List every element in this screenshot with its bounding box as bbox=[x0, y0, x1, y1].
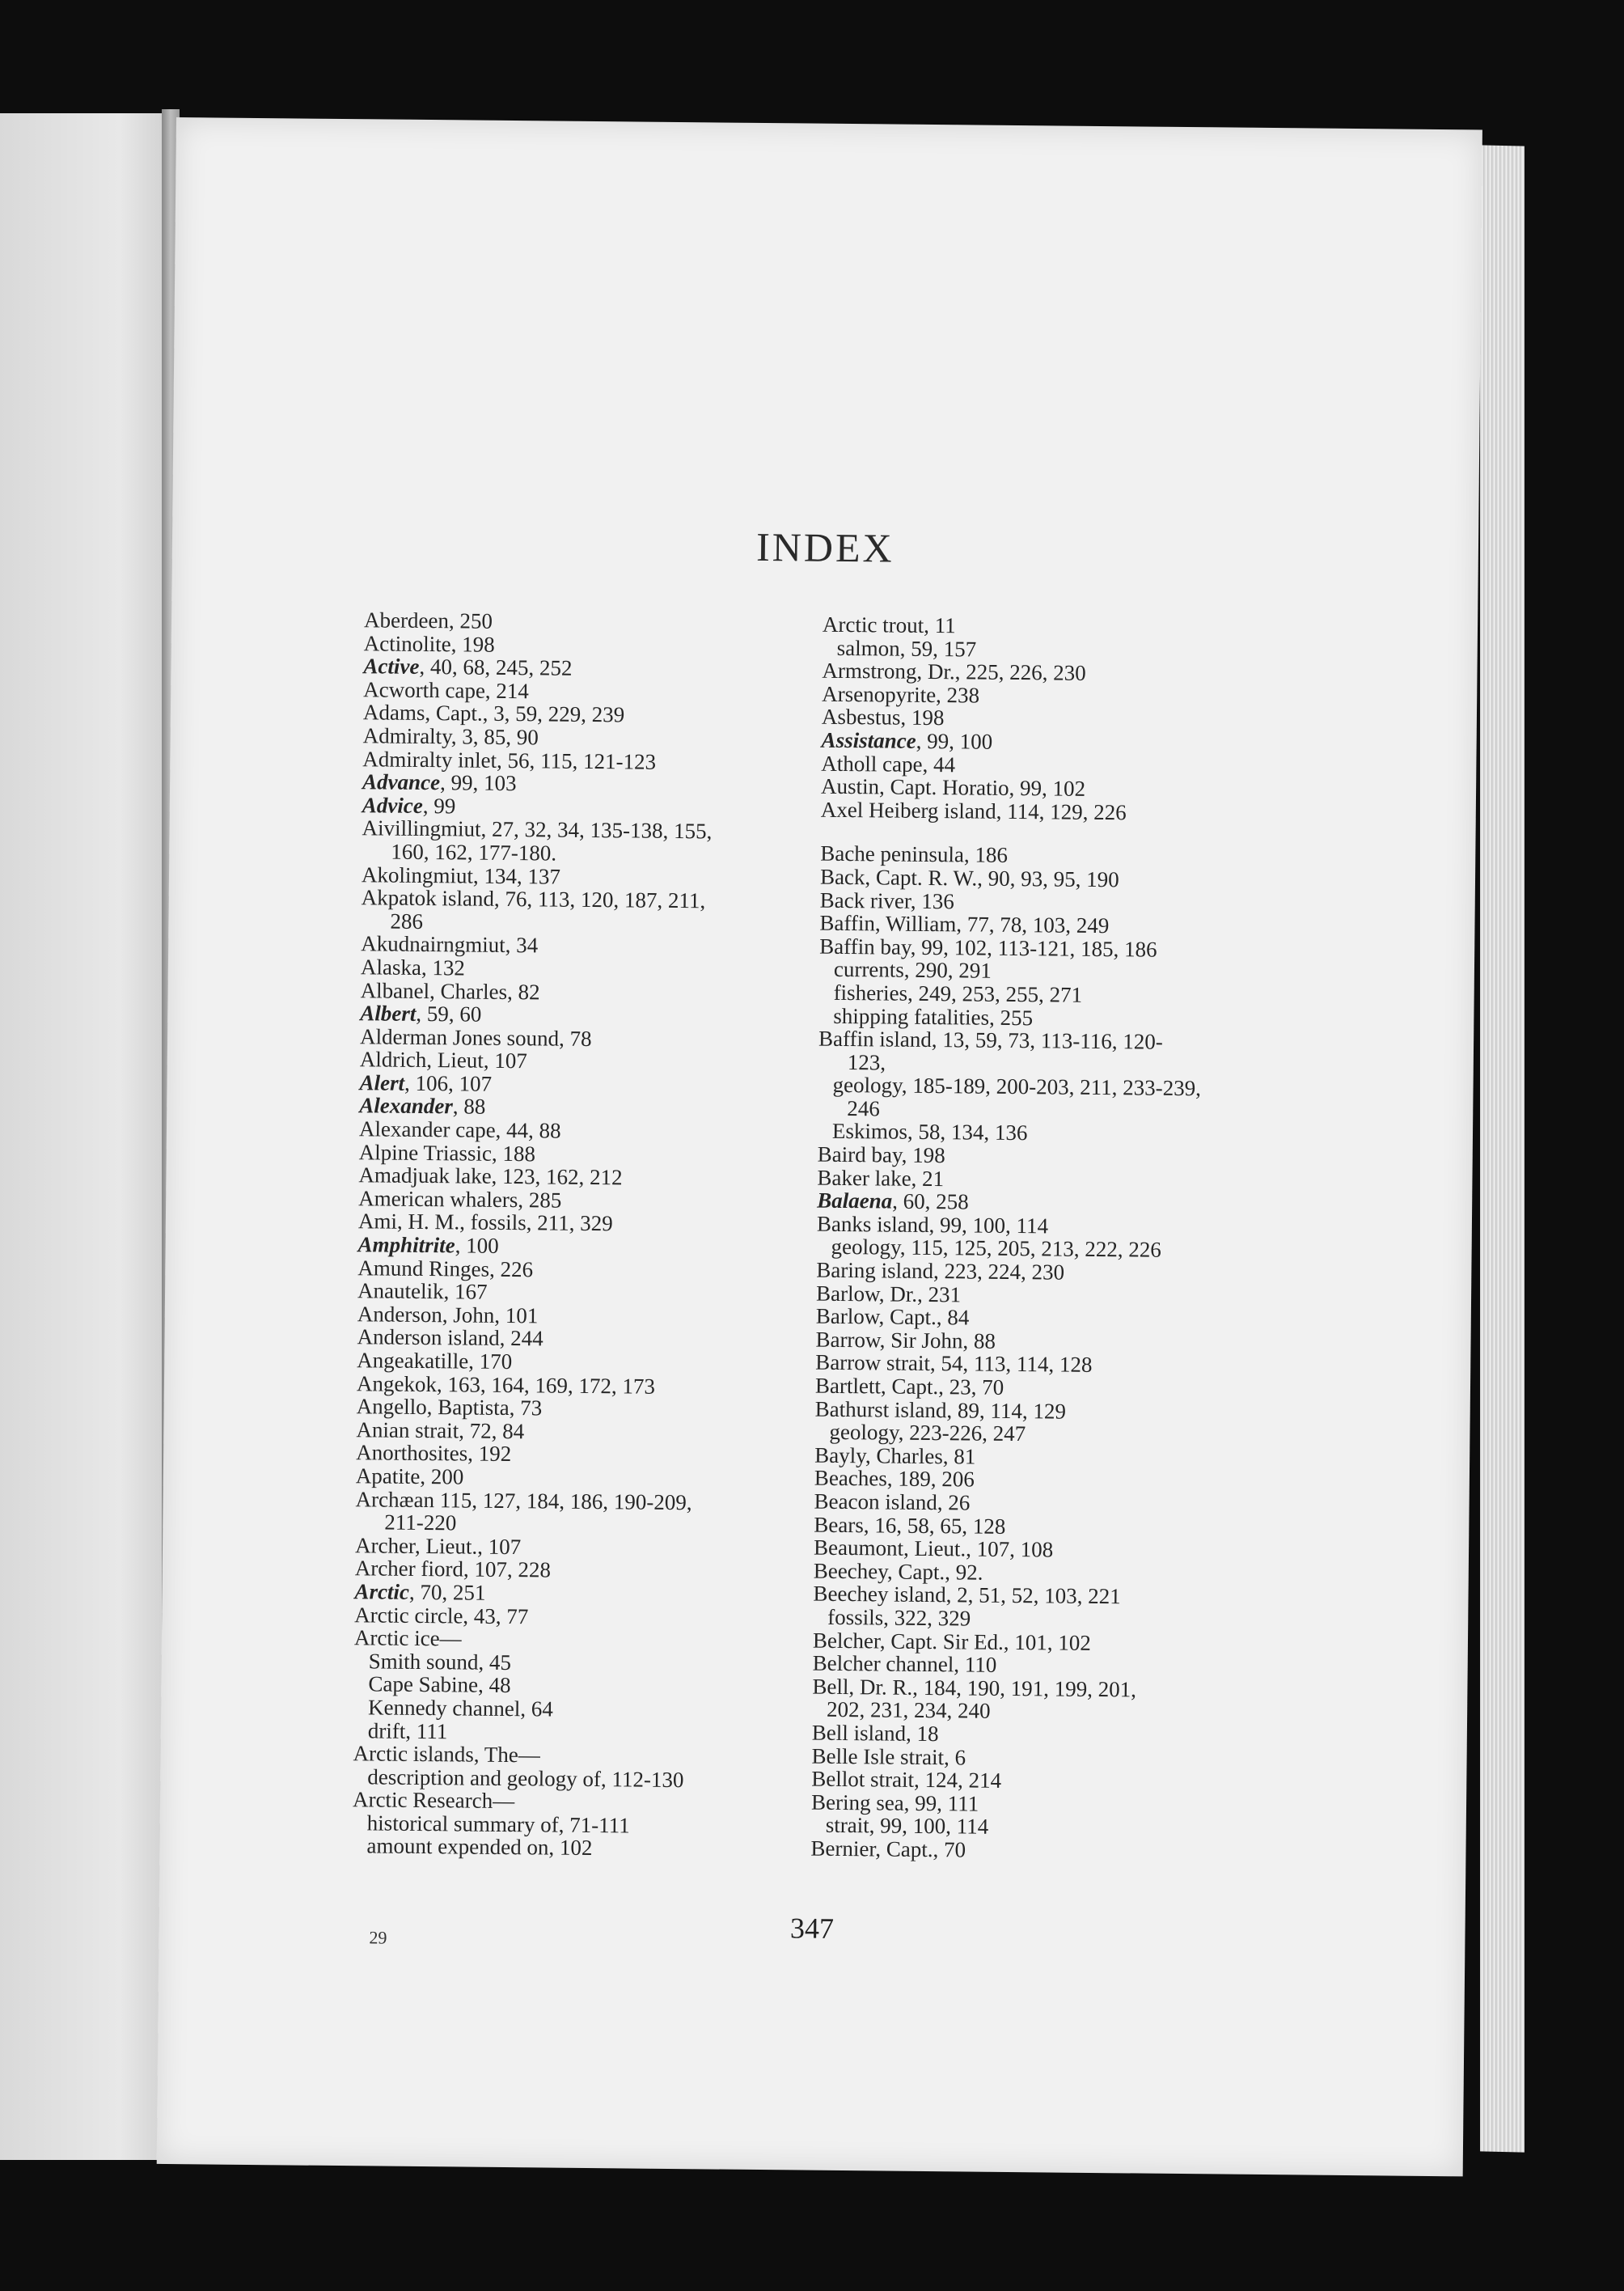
index-entry: Back river, 136 bbox=[819, 887, 955, 913]
ship-name: Arctic bbox=[354, 1579, 410, 1604]
index-entry: geology, 115, 125, 205, 213, 222, 226 bbox=[831, 1234, 1161, 1263]
page-edges bbox=[1480, 145, 1525, 2152]
index-entry: Arctic, 70, 251 bbox=[354, 1579, 486, 1605]
index-entry: Anautelik, 167 bbox=[357, 1278, 488, 1304]
index-entry: Barrow, Sir John, 88 bbox=[815, 1327, 996, 1353]
index-column-left bbox=[352, 608, 817, 1861]
index-entry: Baird bay, 198 bbox=[817, 1141, 945, 1168]
index-entry: Archer, Lieut., 107 bbox=[354, 1532, 522, 1559]
index-column-right bbox=[810, 613, 1275, 1865]
index-entry: salmon, 59, 157 bbox=[836, 635, 977, 662]
index-entry: Anderson, John, 101 bbox=[357, 1302, 539, 1328]
index-entry: Alderman Jones sound, 78 bbox=[359, 1023, 592, 1051]
index-entry: geology, 185-189, 200-203, 211, 233-239, bbox=[832, 1073, 1202, 1101]
index-entry: 211-220 bbox=[384, 1510, 457, 1535]
index-entry: Apatite, 200 bbox=[355, 1463, 464, 1489]
index-entry: 160, 162, 177-180. bbox=[391, 839, 557, 866]
index-entry: Arctic Research— bbox=[352, 1787, 515, 1814]
index-entry: Adams, Capt., 3, 59, 229, 239 bbox=[362, 700, 625, 727]
index-entry: Bathurst island, 89, 114, 129 bbox=[814, 1396, 1067, 1424]
ship-name: Amphitrite bbox=[357, 1232, 455, 1258]
index-entry: Armstrong, Dr., 225, 226, 230 bbox=[822, 658, 1086, 686]
index-entry: Bayly, Charles, 81 bbox=[814, 1442, 976, 1469]
index-entry: Beaumont, Lieut., 107, 108 bbox=[813, 1535, 1054, 1562]
index-entry: Beechey, Capt., 92. bbox=[813, 1558, 983, 1585]
index-entry: Austin, Capt. Horatio, 99, 102 bbox=[820, 773, 1086, 801]
index-entry: Alexander cape, 44, 88 bbox=[358, 1116, 561, 1143]
index-entry: Arctic circle, 43, 77 bbox=[354, 1602, 529, 1628]
index-entry: Beaches, 189, 206 bbox=[814, 1466, 975, 1492]
index-entry: Bernier, Capt., 70 bbox=[810, 1836, 966, 1862]
index-entry: Bell, Dr. R., 184, 190, 191, 199, 201, bbox=[812, 1674, 1137, 1702]
index-entry: Anderson island, 244 bbox=[357, 1324, 543, 1351]
index-entry: Arctic islands, The— bbox=[353, 1741, 540, 1768]
index-entry: Bering sea, 99, 111 bbox=[810, 1789, 979, 1816]
index-entry: Axel Heiberg island, 114, 129, 226 bbox=[820, 797, 1127, 825]
index-entry: Balaena, 60, 258 bbox=[817, 1188, 969, 1214]
ship-name: Assistance bbox=[821, 727, 916, 753]
ship-name: Balaena bbox=[817, 1188, 893, 1213]
index-entry: Atholl cape, 44 bbox=[821, 751, 956, 777]
index-entry: Belcher channel, 110 bbox=[812, 1650, 997, 1677]
index-entry: Albanel, Charles, 82 bbox=[360, 977, 540, 1004]
index-entry: shipping fatalities, 255 bbox=[833, 1003, 1034, 1030]
ship-name: Advance bbox=[362, 769, 441, 795]
ship-name: Albert bbox=[360, 1001, 417, 1026]
index-entry: Akudnairngmiut, 34 bbox=[361, 931, 539, 958]
index-entry: Baker lake, 21 bbox=[817, 1165, 945, 1191]
index-entry: Back, Capt. R. W., 90, 93, 95, 190 bbox=[819, 864, 1119, 892]
index-entry: Aivillingmiut, 27, 32, 34, 135-138, 155, bbox=[362, 815, 713, 844]
index-entry: Barrow strait, 54, 113, 114, 128 bbox=[815, 1350, 1093, 1378]
index-entry: Anorthosites, 192 bbox=[356, 1440, 512, 1467]
index-entry: Aldrich, Lieut, 107 bbox=[359, 1047, 527, 1074]
index-entry: Baffin island, 13, 59, 73, 113-116, 120- bbox=[818, 1026, 1163, 1054]
index-entry: Baffin, William, 77, 78, 103, 249 bbox=[819, 910, 1110, 938]
index-entry: historical summary of, 71-111 bbox=[366, 1810, 630, 1838]
index-entry: fossils, 322, 329 bbox=[827, 1604, 971, 1631]
index-entry: Arctic ice— bbox=[353, 1625, 462, 1651]
index-entry: Asbestus, 198 bbox=[821, 705, 945, 730]
ship-name: Alexander bbox=[359, 1093, 453, 1119]
index-entry: Eskimos, 58, 134, 136 bbox=[831, 1119, 1028, 1146]
index-entry: Alpine Triassic, 188 bbox=[358, 1139, 536, 1166]
index-entry: amount expended on, 102 bbox=[366, 1833, 593, 1861]
index-entry: Actinolite, 198 bbox=[363, 630, 495, 657]
index-entry: Belle Isle strait, 6 bbox=[811, 1743, 966, 1769]
index-entry: Akpatok island, 76, 113, 120, 187, 211, bbox=[361, 885, 706, 913]
index-entry: strait, 99, 100, 114 bbox=[825, 1813, 989, 1840]
index-entry: American whalers, 285 bbox=[358, 1186, 562, 1213]
index-entry: Alert, 106, 107 bbox=[359, 1070, 493, 1096]
index-entry: Bache peninsula, 186 bbox=[820, 841, 1009, 868]
ship-name: Alert bbox=[359, 1070, 405, 1095]
index-entry: Amund Ringes, 226 bbox=[357, 1255, 534, 1281]
index-entry: Angeakatille, 170 bbox=[357, 1348, 513, 1374]
index-entry: Anian strait, 72, 84 bbox=[356, 1417, 525, 1443]
index-entry: Smith sound, 45 bbox=[368, 1649, 512, 1675]
index-entry: Arsenopyrite, 238 bbox=[822, 681, 980, 708]
index-entry: Beacon island, 26 bbox=[814, 1489, 971, 1515]
index-entry: Bellot strait, 124, 214 bbox=[811, 1766, 1002, 1793]
index-entry: Barlow, Dr., 231 bbox=[815, 1281, 962, 1307]
index-entry: Alaska, 132 bbox=[360, 955, 466, 980]
index-entry: Baffin bay, 99, 102, 113-121, 185, 186 bbox=[819, 934, 1157, 962]
index-entry: Archæan 115, 127, 184, 186, 190-209, bbox=[355, 1486, 692, 1514]
index-entry: geology, 223-226, 247 bbox=[829, 1420, 1026, 1446]
signature-mark: 29 bbox=[369, 1927, 387, 1948]
index-entry: description and geology of, 112-130 bbox=[367, 1764, 684, 1792]
index-entry: Alexander, 88 bbox=[359, 1093, 486, 1120]
page-title: INDEX bbox=[755, 523, 894, 571]
index-entry: Bell island, 18 bbox=[811, 1720, 939, 1747]
index-entry: Beechey island, 2, 51, 52, 103, 221 bbox=[813, 1581, 1121, 1609]
index-entry: Barlow, Capt., 84 bbox=[815, 1303, 970, 1330]
index-entry: Amadjuak lake, 123, 162, 212 bbox=[358, 1162, 623, 1190]
index-entry: Assistance, 99, 100 bbox=[821, 727, 993, 754]
index-entry: Baring island, 223, 224, 230 bbox=[816, 1257, 1065, 1285]
index-entry: Acworth cape, 214 bbox=[363, 677, 530, 703]
index-entry: 202, 231, 234, 240 bbox=[827, 1697, 991, 1724]
facing-page bbox=[0, 113, 171, 2160]
index-entry: Ami, H. M., fossils, 211, 329 bbox=[357, 1209, 613, 1236]
index-entry: Archer fiord, 107, 228 bbox=[354, 1556, 552, 1582]
index-entry: Albert, 59, 60 bbox=[360, 1001, 482, 1027]
index-entry: Advice, 99 bbox=[362, 792, 456, 819]
index-entry: 123, bbox=[847, 1049, 886, 1075]
index-page bbox=[157, 117, 1482, 2176]
index-entry: Bears, 16, 58, 65, 128 bbox=[814, 1512, 1006, 1539]
index-entry: Angekok, 163, 164, 169, 172, 173 bbox=[356, 1370, 656, 1399]
index-entry: Bartlett, Capt., 23, 70 bbox=[814, 1373, 1004, 1400]
index-entry: Kennedy channel, 64 bbox=[368, 1695, 553, 1721]
ship-name: Active bbox=[363, 654, 420, 680]
ship-name: Advice bbox=[362, 792, 423, 818]
index-entry: Arctic trout, 11 bbox=[822, 612, 956, 638]
index-entry: 286 bbox=[390, 908, 424, 934]
index-entry: Angello, Baptista, 73 bbox=[356, 1394, 543, 1421]
index-entry: Amphitrite, 100 bbox=[357, 1232, 499, 1258]
index-entry: drift, 111 bbox=[367, 1717, 448, 1743]
index-entry: currents, 290, 291 bbox=[833, 957, 992, 984]
index-entry: Belcher, Capt. Sir Ed., 101, 102 bbox=[812, 1628, 1091, 1655]
index-entry: Akolingmiut, 134, 137 bbox=[361, 862, 561, 889]
index-entry: Active, 40, 68, 245, 252 bbox=[363, 654, 573, 680]
page-number: 347 bbox=[789, 1912, 835, 1945]
index-entry: Advance, 99, 103 bbox=[362, 769, 517, 796]
index-entry: Admiralty inlet, 56, 115, 121-123 bbox=[362, 746, 657, 774]
index-entry: Aberdeen, 250 bbox=[363, 608, 493, 633]
index-entry: Admiralty, 3, 85, 90 bbox=[362, 723, 539, 750]
index-entry: fisheries, 249, 253, 255, 271 bbox=[833, 980, 1083, 1007]
index-entry: Banks island, 99, 100, 114 bbox=[816, 1211, 1049, 1239]
index-entry: Cape Sabine, 48 bbox=[368, 1671, 511, 1698]
index-entry: 246 bbox=[847, 1095, 880, 1121]
